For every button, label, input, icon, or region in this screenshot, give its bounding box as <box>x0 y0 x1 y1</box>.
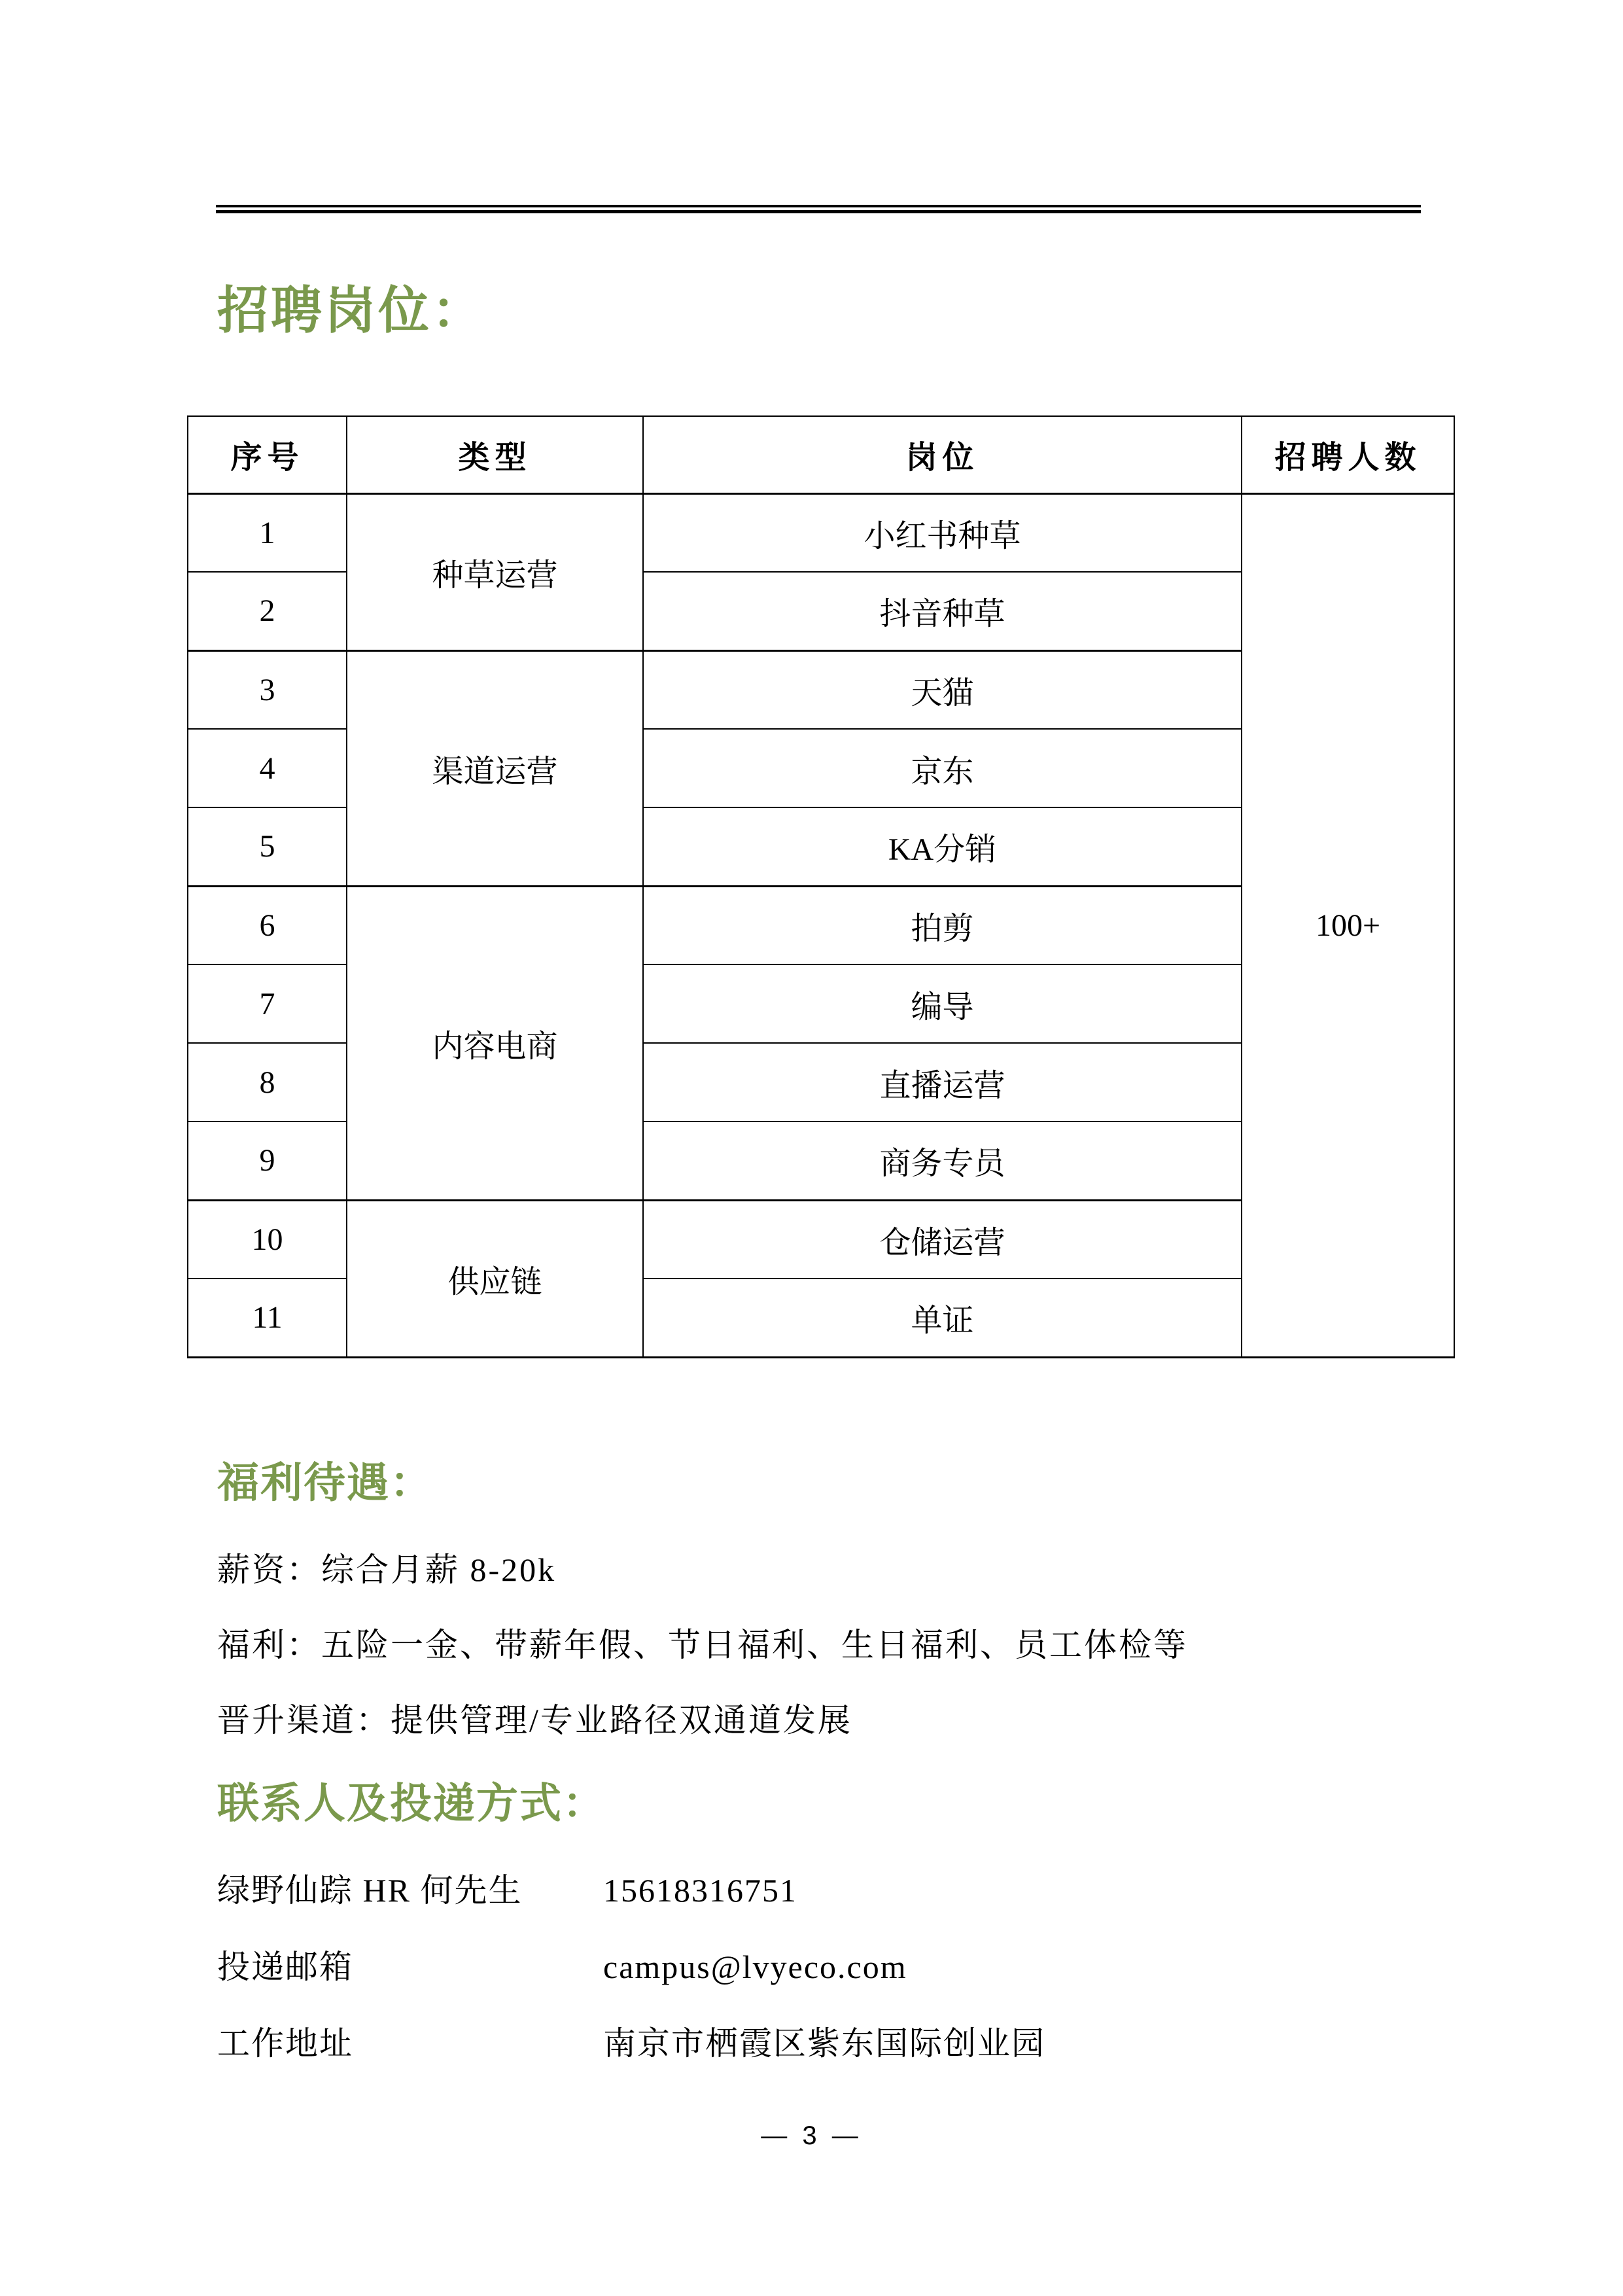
col-header-no: 序号 <box>188 416 347 493</box>
cell-serial-number: 1 <box>188 493 347 572</box>
section-heading-contact: 联系人及投递方式： <box>217 1780 606 1827</box>
contact-row-email <box>217 1949 1424 1985</box>
section-heading-benefits: 福利待遇： <box>217 1460 433 1506</box>
positions-table <box>187 415 1455 1358</box>
contact-row-hr <box>217 1873 1424 1909</box>
section-heading-positions: 招聘岗位： <box>217 282 486 339</box>
cell-position: 商务专员 <box>643 1122 1242 1200</box>
cell-position: 仓储运营 <box>643 1200 1242 1279</box>
col-header-position: 岗位 <box>643 416 1242 493</box>
welfare-line: 福利：五险一金、带薪年假、节日福利、生日福利、员工体检等 <box>217 1627 1188 1663</box>
cell-position: 拍剪 <box>643 886 1242 964</box>
cell-position: 京东 <box>643 729 1242 807</box>
contact-address-label: 工作地址 <box>217 2025 353 2062</box>
cell-type: 种草运营 <box>347 493 643 650</box>
cell-serial-number: 11 <box>188 1279 347 1357</box>
cell-serial-number: 6 <box>188 886 347 964</box>
page-number: — 3 — <box>761 2121 862 2150</box>
cell-position: 小红书种草 <box>643 493 1242 572</box>
cell-serial-number: 9 <box>188 1122 347 1200</box>
header-double-rule <box>216 205 1421 213</box>
table-row <box>188 493 1454 572</box>
cell-position: 抖音种草 <box>643 572 1242 650</box>
cell-serial-number: 5 <box>188 807 347 886</box>
col-header-type: 类型 <box>347 416 643 493</box>
cell-type: 渠道运营 <box>347 650 643 886</box>
col-header-headcount: 招聘人数 <box>1242 416 1454 493</box>
cell-headcount: 100+ <box>1242 493 1454 1357</box>
contact-email-label: 投递邮箱 <box>217 1949 353 1985</box>
cell-position: KA分销 <box>643 807 1242 886</box>
cell-position: 编导 <box>643 964 1242 1043</box>
cell-serial-number: 3 <box>188 650 347 729</box>
cell-type: 内容电商 <box>347 886 643 1200</box>
cell-serial-number: 7 <box>188 964 347 1043</box>
table-header-row <box>188 416 1454 493</box>
cell-position: 天猫 <box>643 650 1242 729</box>
cell-position: 直播运营 <box>643 1043 1242 1122</box>
cell-position: 单证 <box>643 1279 1242 1357</box>
contact-hr-phone: 15618316751 <box>603 1872 797 1909</box>
salary-line: 薪资：综合月薪 8-20k <box>217 1551 557 1588</box>
cell-serial-number: 2 <box>188 572 347 650</box>
cell-serial-number: 10 <box>188 1200 347 1279</box>
positions-table-body <box>188 493 1454 1357</box>
contact-email-value: campus@lvyeco.com <box>603 1949 907 1985</box>
contact-hr-label: 绿野仙踪 HR 何先生 <box>217 1872 523 1909</box>
cell-type: 供应链 <box>347 1200 643 1357</box>
cell-serial-number: 4 <box>188 729 347 807</box>
contact-row-address <box>217 2026 1424 2062</box>
promotion-line: 晋升渠道：提供管理/专业路径双通道发展 <box>217 1702 852 1739</box>
cell-serial-number: 8 <box>188 1043 347 1122</box>
contact-address-value: 南京市栖霞区紫东国际创业园 <box>603 2025 1045 2062</box>
